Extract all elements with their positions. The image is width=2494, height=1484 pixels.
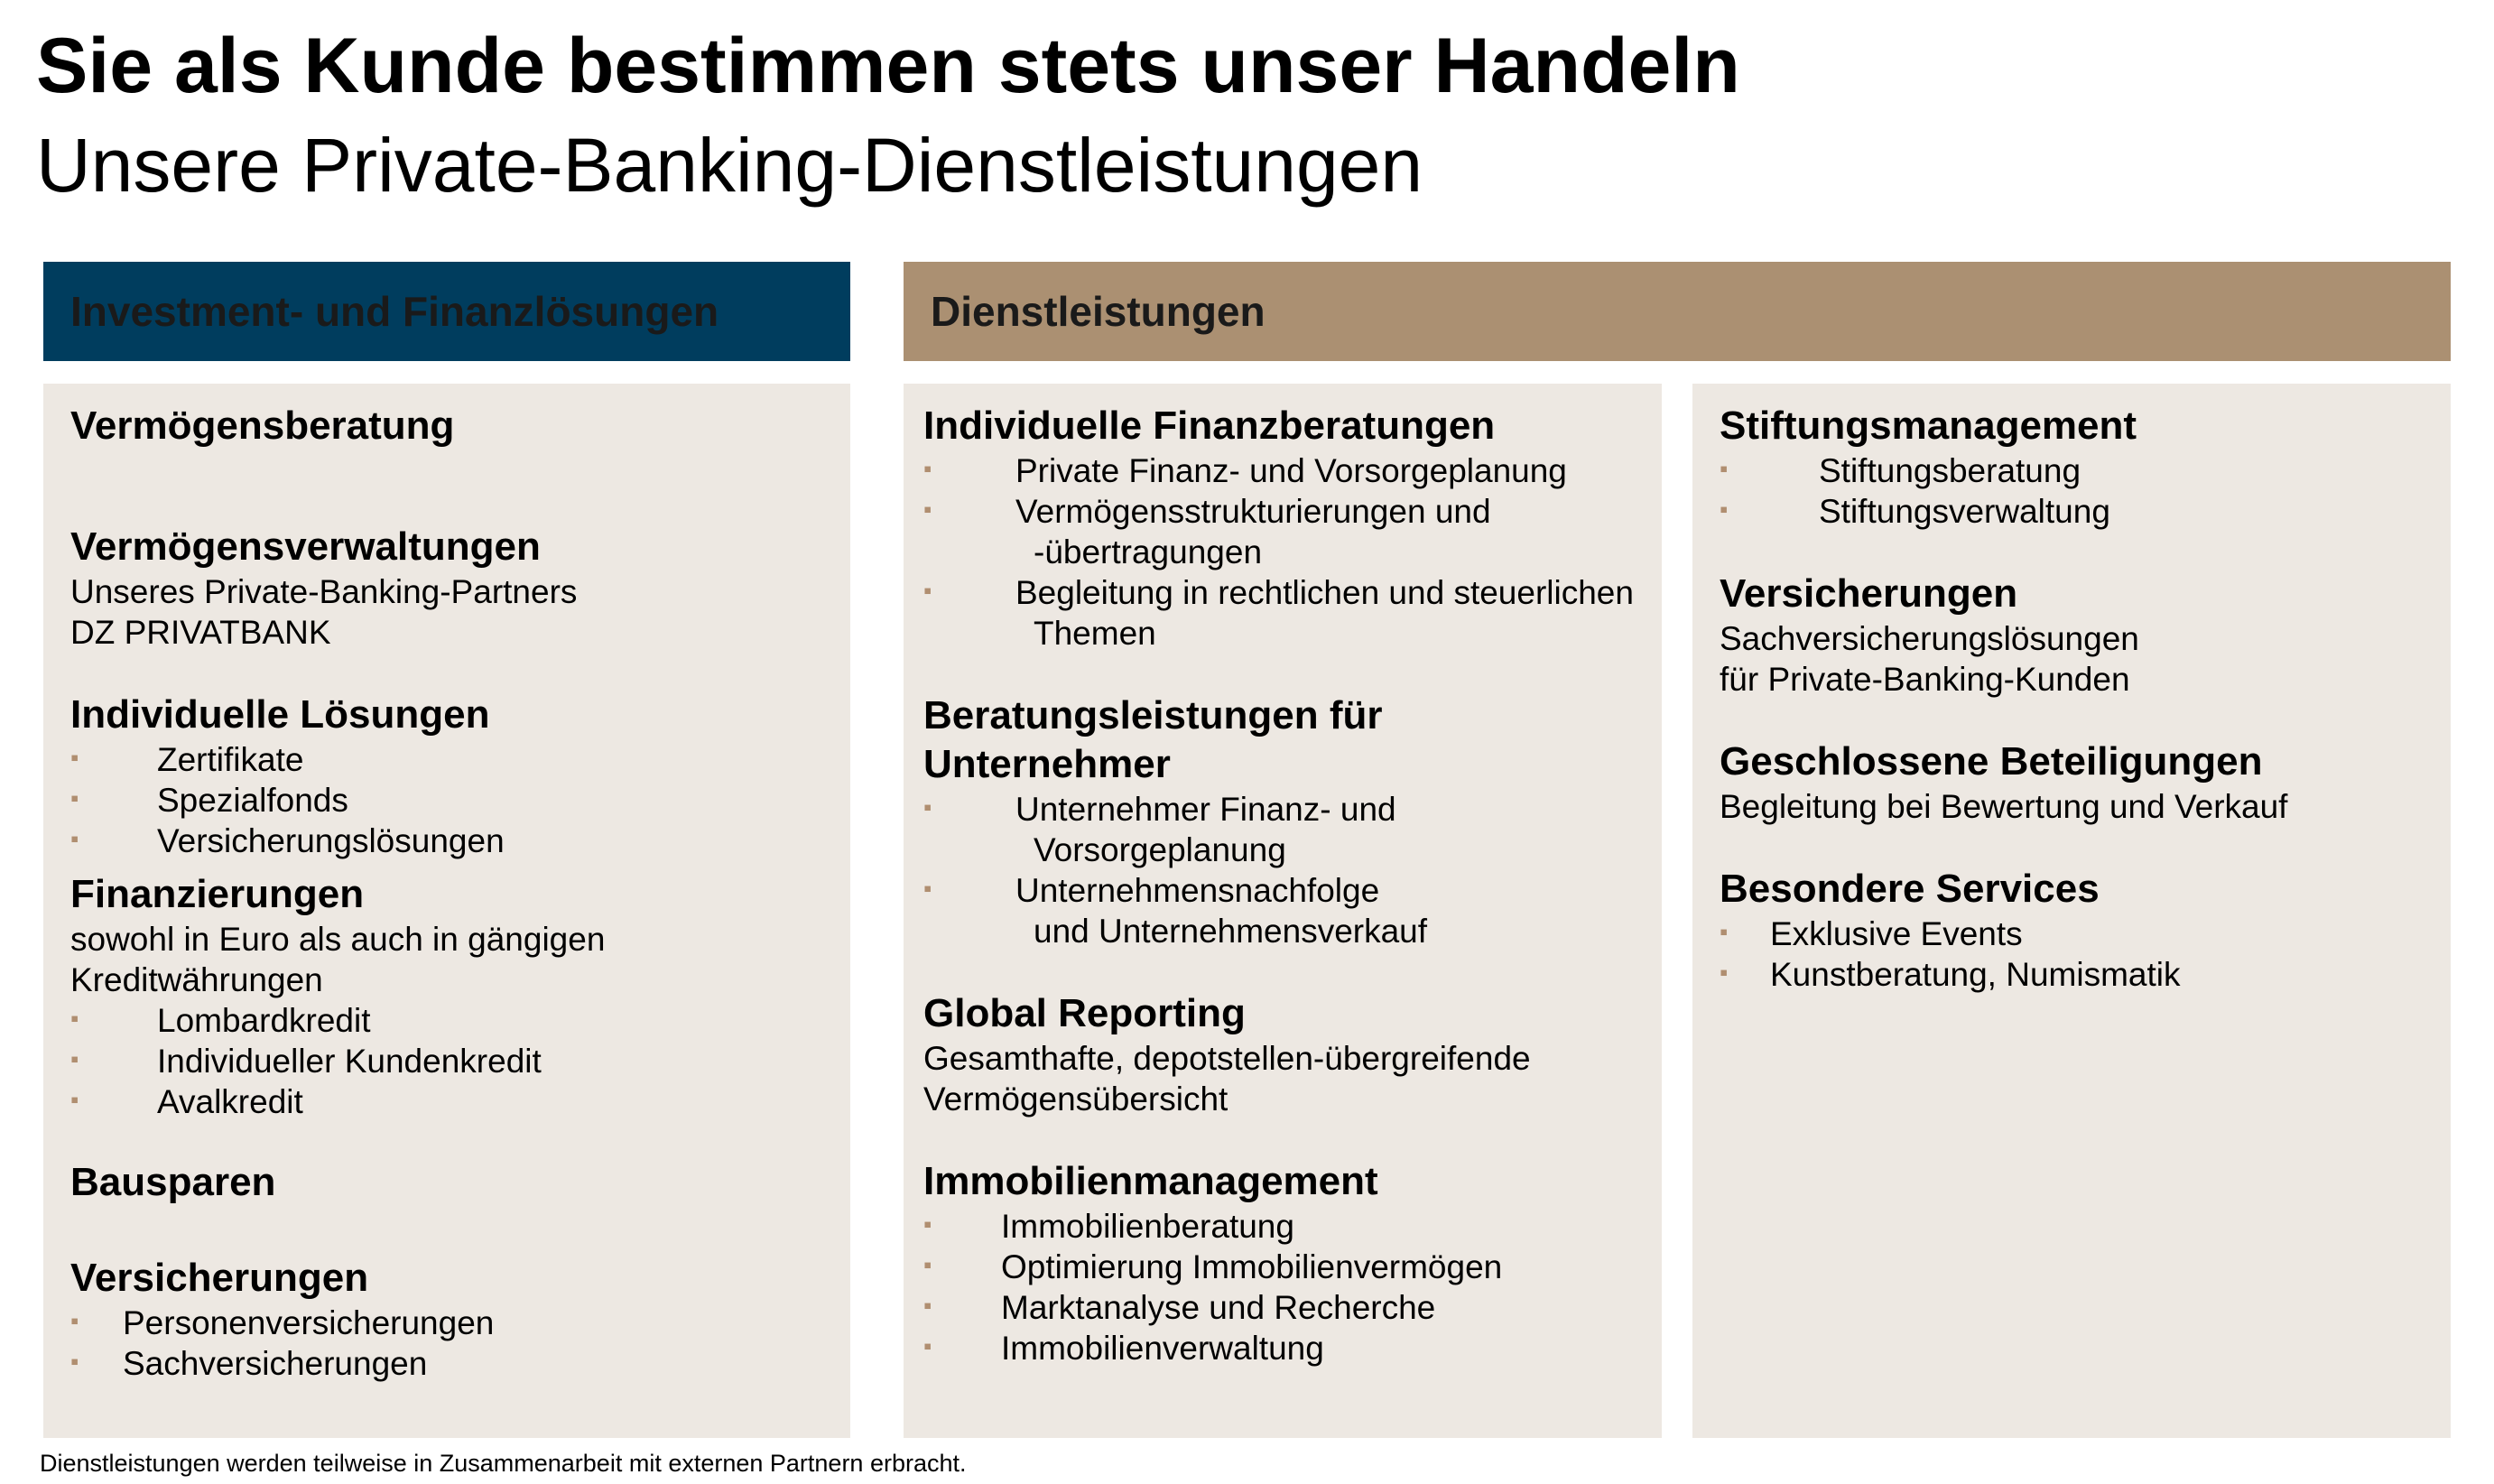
bullet-icon: ▪ — [923, 793, 932, 821]
description-line: sowohl in Euro als auch in gängigen — [70, 921, 606, 958]
list-item: ▪ Vermögensstrukturierungen und -übertragungen — [923, 493, 1491, 570]
section-title: Vermögensverwaltungen — [70, 524, 541, 569]
description-line: Unseres Private-Banking-Partners — [70, 573, 578, 610]
bullet-list — [70, 1303, 823, 1384]
footnote: Dienstleistungen werden teilweise in Zusammenarbeit mit externen Partnern erbracht. — [40, 1450, 967, 1477]
list-item: ▪ Kunstberatung, Numismatik — [1720, 956, 2181, 993]
bullet-icon: ▪ — [923, 455, 932, 482]
list-item: ▪ Avalkredit — [70, 1083, 303, 1120]
panel-services-main — [904, 384, 1662, 1438]
page-subtitle: Unsere Private-Banking-Dienstleistungen — [36, 123, 1423, 208]
section-title: Bausparen — [70, 1160, 276, 1204]
section-unternehmer — [923, 691, 1642, 951]
bullet-icon: ▪ — [70, 825, 79, 852]
list-item: ▪ Unternehmer Finanz- und Vorsorgeplanung — [923, 791, 1396, 868]
bullet-icon: ▪ — [923, 577, 932, 604]
section-description — [923, 1038, 1642, 1119]
list-item: ▪ Begleitung in rechtlichen und steuerlichen Themen — [923, 574, 1634, 652]
section-vermoegensverwaltungen — [70, 523, 823, 653]
bullet-icon: ▪ — [70, 1307, 79, 1334]
description-line: Sachversicherungslösungen — [1720, 620, 2139, 657]
list-item: ▪ Immobilienverwaltung — [923, 1330, 1324, 1367]
list-item: ▪ Individueller Kundenkredit — [70, 1043, 542, 1080]
list-item: ▪ Lombardkredit — [70, 1002, 371, 1039]
bullet-list — [70, 1000, 823, 1122]
bullet-icon: ▪ — [923, 1292, 932, 1319]
bullet-icon: ▪ — [70, 1086, 79, 1113]
section-title: Unternehmer — [923, 742, 1171, 786]
bullet-list — [1720, 914, 2431, 995]
section-title: Global Reporting — [923, 991, 1246, 1035]
section-individuelle-loesungen — [70, 691, 823, 861]
bullet-icon: ▪ — [1720, 496, 1729, 523]
list-item: ▪ Immobilienberatung — [923, 1208, 1294, 1245]
bullet-icon: ▪ — [70, 1045, 79, 1072]
section-title: Immobilienmanagement — [923, 1159, 1378, 1203]
section-description — [70, 571, 823, 653]
panel-investment-solutions — [43, 384, 850, 1438]
list-item: ▪ Unternehmensnachfolge und Unternehmensverkauf — [923, 872, 1428, 950]
page-title: Sie als Kunde bestimmen stets unser Handeln — [36, 23, 1740, 109]
section-description — [1720, 786, 2431, 827]
list-item: ▪ Exklusive Events — [1720, 915, 2023, 952]
bullet-icon: ▪ — [70, 744, 79, 771]
section-versicherungen-right — [1720, 570, 2431, 700]
list-item: ▪ Personenversicherungen — [70, 1304, 495, 1341]
bullet-list — [923, 1206, 1642, 1368]
list-item: ▪ Marktanalyse und Recherche — [923, 1289, 1436, 1326]
header-investment-solutions-label: Investment- und Finanzlösungen — [70, 288, 719, 335]
bullet-icon: ▪ — [1720, 455, 1729, 482]
bullet-icon: ▪ — [70, 784, 79, 812]
section-title: Versicherungen — [70, 1256, 369, 1300]
bullet-list — [70, 739, 823, 861]
bullet-icon: ▪ — [923, 1210, 932, 1238]
section-besondere-services — [1720, 865, 2431, 995]
header-investment-solutions — [43, 262, 850, 361]
header-services — [904, 262, 2451, 361]
section-description — [1720, 618, 2431, 700]
description-line: für Private-Banking-Kunden — [1720, 661, 2130, 698]
section-finanzierungen — [70, 870, 823, 1122]
bullet-icon: ▪ — [923, 1332, 932, 1359]
section-title: Individuelle Finanzberatungen — [923, 403, 1496, 448]
section-versicherungen-left — [70, 1254, 823, 1384]
section-stiftungsmanagement — [1720, 402, 2431, 532]
section-description — [70, 919, 823, 1000]
list-item: ▪ Private Finanz- und Vorsorgeplanung — [923, 452, 1567, 489]
section-title: Beratungsleistungen für — [923, 693, 1383, 737]
bullet-icon: ▪ — [1720, 918, 1729, 945]
description-line: DZ PRIVATBANK — [70, 614, 331, 651]
list-item: ▪ Sachversicherungen — [70, 1345, 428, 1382]
bullet-icon: ▪ — [923, 496, 932, 523]
section-immobilienmanagement — [923, 1157, 1642, 1368]
description-line: Begleitung bei Bewertung und Verkauf — [1720, 788, 2288, 825]
list-item: ▪ Stiftungsverwaltung — [1720, 493, 2110, 530]
description-line: Vermögensübersicht — [923, 1081, 1228, 1118]
section-title: Besondere Services — [1720, 867, 2100, 911]
bullet-icon: ▪ — [923, 875, 932, 902]
section-global-reporting — [923, 989, 1642, 1119]
header-services-label: Dienstleistungen — [931, 288, 1266, 335]
section-title: Individuelle Lösungen — [70, 692, 490, 737]
bullet-icon: ▪ — [1720, 959, 1729, 986]
list-item: ▪ Stiftungsberatung — [1720, 452, 2081, 489]
bullet-list — [1720, 450, 2431, 532]
section-bausparen — [70, 1158, 823, 1207]
description-line: Kreditwährungen — [70, 961, 323, 998]
section-title: Geschlossene Beteiligungen — [1720, 739, 2263, 784]
panel-services-extra — [1692, 384, 2451, 1438]
section-finanzberatungen — [923, 402, 1642, 654]
bullet-icon: ▪ — [70, 1348, 79, 1375]
section-vermoegensberatung — [70, 402, 823, 450]
list-item: ▪ Optimierung Immobilienvermögen — [923, 1248, 1503, 1285]
list-item: ▪ Zertifikate — [70, 741, 304, 778]
list-item: ▪ Versicherungslösungen — [70, 822, 505, 859]
bullet-list — [923, 789, 1642, 951]
section-title: Versicherungen — [1720, 571, 2018, 616]
bullet-list — [923, 450, 1642, 654]
section-geschlossene-beteiligungen — [1720, 737, 2431, 827]
section-title: Finanzierungen — [70, 872, 365, 916]
bullet-icon: ▪ — [923, 1251, 932, 1278]
list-item: ▪ Spezialfonds — [70, 782, 348, 819]
section-title: Stiftungsmanagement — [1720, 403, 2137, 448]
bullet-icon: ▪ — [70, 1005, 79, 1032]
section-title: Vermögensberatung — [70, 403, 455, 448]
description-line: Gesamthafte, depotstellen-übergreifende — [923, 1040, 1531, 1077]
